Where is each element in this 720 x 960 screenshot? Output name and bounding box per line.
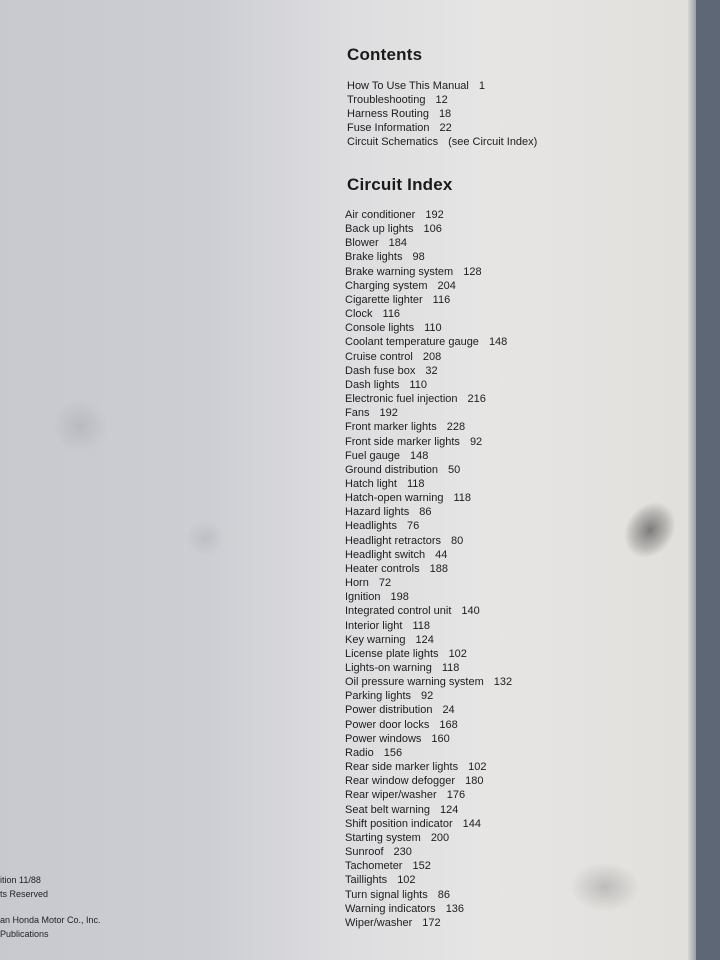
index-entry xyxy=(345,859,512,873)
entry-page-number: 24 xyxy=(442,704,455,717)
index-entry xyxy=(345,817,512,831)
index-entry xyxy=(345,633,512,647)
entry-label: Clock xyxy=(345,308,373,321)
entry-page-number: 110 xyxy=(424,322,442,335)
entry-label: Troubleshooting xyxy=(347,94,426,106)
index-entry xyxy=(345,350,512,364)
entry-label: Air conditioner xyxy=(345,209,416,221)
entry-page-number: 124 xyxy=(440,803,459,816)
entry-page-number: 32 xyxy=(425,364,438,377)
entry-page-number: 132 xyxy=(493,676,513,689)
footer-edition xyxy=(0,873,48,901)
index-entry xyxy=(345,293,512,307)
index-entry xyxy=(345,279,512,293)
entry-label: License plate lights xyxy=(345,647,439,660)
entry-label: Shift position indicator xyxy=(345,817,453,830)
entry-label: Lights-on warning xyxy=(345,662,432,674)
entry-label: Ignition xyxy=(345,591,381,604)
index-entry xyxy=(345,335,512,349)
entry-label: Oil pressure warning system xyxy=(345,676,484,689)
index-entry xyxy=(345,916,512,930)
entry-page-number: 208 xyxy=(422,350,442,363)
entry-page-number: 92 xyxy=(421,690,434,703)
entry-page-number: 76 xyxy=(406,520,420,533)
entry-label: Turn signal lights xyxy=(345,888,428,901)
entry-label: Interior light xyxy=(345,619,403,632)
entry-page-number: 110 xyxy=(409,378,427,391)
index-entry xyxy=(345,732,512,746)
index-entry xyxy=(345,661,512,675)
entry-label: Headlight switch xyxy=(345,548,426,561)
entry-label: Back up lights xyxy=(345,223,414,236)
entry-page-number: 124 xyxy=(415,633,434,646)
entry-page-number: 144 xyxy=(462,817,481,830)
entry-label: Headlight retractors xyxy=(345,534,441,547)
entry-page-number: 80 xyxy=(451,534,464,547)
index-entry xyxy=(345,788,512,802)
entry-label: Power windows xyxy=(345,732,422,745)
footer-line: an Honda Motor Co., Inc. xyxy=(0,915,101,925)
entry-label: Power distribution xyxy=(345,704,433,717)
index-entry xyxy=(345,619,512,633)
entry-page-number: 98 xyxy=(412,251,425,264)
index-entry xyxy=(345,831,512,845)
entry-label: Parking lights xyxy=(345,690,412,703)
entry-label: Hatch light xyxy=(345,477,397,490)
entry-page-number: 118 xyxy=(441,662,460,674)
entry-page-number: 216 xyxy=(467,393,486,406)
index-entry xyxy=(345,307,512,321)
entry-page-number: 136 xyxy=(445,902,465,915)
entry-label: Seat belt warning xyxy=(345,803,430,816)
index-entry xyxy=(345,576,512,590)
entry-label: Heater controls xyxy=(345,562,420,575)
entry-label: Front side marker lights xyxy=(345,435,460,448)
index-entry xyxy=(345,208,512,222)
index-entry xyxy=(345,477,512,491)
index-entry xyxy=(345,760,512,774)
index-entry xyxy=(345,463,512,477)
entry-label: Rear wiper/washer xyxy=(345,789,437,802)
entry-label: Coolant temperature gauge xyxy=(345,336,479,349)
entry-page-number: 128 xyxy=(463,265,482,278)
entry-label: Fuel gauge xyxy=(345,449,401,462)
index-entry xyxy=(345,364,512,378)
entry-label: Fans xyxy=(345,407,370,420)
entry-label: Sunroof xyxy=(345,846,384,859)
entry-label: Rear window defogger xyxy=(345,775,456,788)
entry-page-number: 172 xyxy=(422,916,441,929)
entry-label: Starting system xyxy=(345,831,421,844)
index-entry xyxy=(345,902,512,916)
entry-page-number: 118 xyxy=(453,492,471,505)
index-entry xyxy=(345,435,512,449)
index-entry xyxy=(345,689,512,703)
index-entry xyxy=(345,718,512,732)
entry-label: Harness Routing xyxy=(347,108,429,120)
entry-label: Cruise control xyxy=(345,350,413,363)
entry-label: Radio xyxy=(345,746,374,759)
entry-label: Taillights xyxy=(345,874,388,887)
entry-label: Brake lights xyxy=(345,251,403,264)
index-entry xyxy=(345,519,512,533)
entry-page-number: 118 xyxy=(412,619,431,632)
page-edge xyxy=(688,0,696,960)
entry-label: Rear side marker lights xyxy=(345,761,459,774)
index-entry xyxy=(347,79,537,93)
entry-page-number: 198 xyxy=(390,591,409,604)
index-entry xyxy=(347,135,537,149)
entry-label: Warning indicators xyxy=(345,902,436,915)
entry-label: Integrated control unit xyxy=(345,605,452,618)
index-entry xyxy=(345,590,512,604)
entry-label: Blower xyxy=(345,237,379,250)
entry-page-number: (see Circuit Index) xyxy=(448,136,538,148)
index-entry xyxy=(345,420,512,434)
entry-page-number: 102 xyxy=(397,874,416,887)
entry-page-number: 204 xyxy=(437,279,456,292)
entry-page-number: 18 xyxy=(438,108,452,120)
entry-page-number: 116 xyxy=(382,308,401,321)
entry-page-number: 148 xyxy=(488,336,508,349)
index-entry xyxy=(345,449,512,463)
index-entry xyxy=(345,378,512,392)
entry-page-number: 188 xyxy=(429,562,448,575)
entry-page-number: 86 xyxy=(419,506,432,519)
entry-page-number: 156 xyxy=(383,746,403,759)
entry-label: Headlights xyxy=(345,520,397,533)
index-entry xyxy=(345,534,512,548)
index-entry xyxy=(345,873,512,887)
entry-page-number: 230 xyxy=(393,846,412,859)
index-entry xyxy=(345,265,512,279)
entry-page-number: 106 xyxy=(423,223,442,236)
footer-line: Publications xyxy=(0,929,49,939)
entry-page-number: 192 xyxy=(379,407,398,420)
index-entry xyxy=(345,250,512,264)
entry-label: Electronic fuel injection xyxy=(345,393,458,406)
entry-page-number: 22 xyxy=(439,122,452,134)
entry-page-number: 168 xyxy=(439,718,458,731)
entry-label: Console lights xyxy=(345,322,415,335)
entry-label: Fuse Information xyxy=(347,122,430,134)
entry-label: Front marker lights xyxy=(345,421,437,434)
entry-page-number: 148 xyxy=(410,449,429,462)
entry-label: Dash fuse box xyxy=(345,364,416,377)
index-entry xyxy=(347,121,537,135)
entry-page-number: 160 xyxy=(431,732,450,745)
entry-label: Circuit Schematics xyxy=(347,136,439,148)
entry-label: Brake warning system xyxy=(345,265,454,278)
entry-label: Tachometer xyxy=(345,860,403,873)
index-entry xyxy=(345,746,512,760)
entry-page-number: 72 xyxy=(378,577,392,590)
contents-list xyxy=(347,79,537,149)
index-entry xyxy=(345,888,512,902)
entry-page-number: 184 xyxy=(388,237,407,250)
index-entry xyxy=(345,703,512,717)
entry-page-number: 102 xyxy=(448,647,467,660)
entry-label: Cigarette lighter xyxy=(345,293,423,306)
index-entry xyxy=(345,392,512,406)
entry-page-number: 102 xyxy=(468,761,487,774)
index-entry xyxy=(345,845,512,859)
footer-line: ts Reserved xyxy=(0,889,49,899)
index-entry xyxy=(345,548,512,562)
entry-label: Hatch-open warning xyxy=(345,492,444,505)
entry-page-number: 1 xyxy=(478,80,485,92)
entry-page-number: 116 xyxy=(432,293,451,306)
index-entry xyxy=(345,675,512,689)
entry-page-number: 118 xyxy=(406,477,425,490)
footer-line: ition 11/88 xyxy=(0,875,41,885)
entry-page-number: 200 xyxy=(430,831,450,844)
dirt-smudge xyxy=(570,862,640,912)
contents-heading: Contents xyxy=(347,45,423,64)
fingerprint-smudge xyxy=(613,492,687,569)
index-entry xyxy=(347,107,537,121)
index-entry xyxy=(345,604,512,618)
entry-page-number: 192 xyxy=(425,209,444,221)
entry-page-number: 86 xyxy=(437,888,450,901)
entry-page-number: 180 xyxy=(465,775,484,788)
stain-mark xyxy=(52,398,108,454)
entry-label: Wiper/washer xyxy=(345,916,413,929)
index-entry xyxy=(345,505,512,519)
index-entry xyxy=(345,222,512,236)
index-entry xyxy=(345,647,512,661)
index-entry xyxy=(345,803,512,817)
entry-page-number: 176 xyxy=(446,789,466,802)
circuit-index-list xyxy=(345,208,512,930)
index-entry xyxy=(345,406,512,420)
entry-label: Hazard lights xyxy=(345,506,410,519)
entry-page-number: 92 xyxy=(469,435,483,448)
footer-publisher xyxy=(0,913,101,941)
entry-label: Power door locks xyxy=(345,718,430,731)
entry-label: Horn xyxy=(345,577,369,590)
entry-page-number: 44 xyxy=(435,548,448,561)
index-entry xyxy=(345,774,512,788)
circuit-index-heading: Circuit Index xyxy=(347,175,453,194)
entry-label: Dash lights xyxy=(345,378,400,391)
entry-page-number: 50 xyxy=(447,463,461,476)
entry-label: Key warning xyxy=(345,633,406,646)
entry-label: How To Use This Manual xyxy=(347,80,469,92)
index-entry xyxy=(345,491,512,505)
index-entry xyxy=(345,236,512,250)
entry-label: Charging system xyxy=(345,279,428,292)
entry-page-number: 12 xyxy=(435,94,448,106)
index-entry xyxy=(347,93,537,107)
entry-page-number: 140 xyxy=(461,605,480,618)
entry-page-number: 228 xyxy=(446,421,466,434)
entry-label: Ground distribution xyxy=(345,463,438,476)
index-entry xyxy=(345,321,512,335)
entry-page-number: 152 xyxy=(412,860,431,873)
stain-mark xyxy=(186,520,226,556)
index-entry xyxy=(345,562,512,576)
